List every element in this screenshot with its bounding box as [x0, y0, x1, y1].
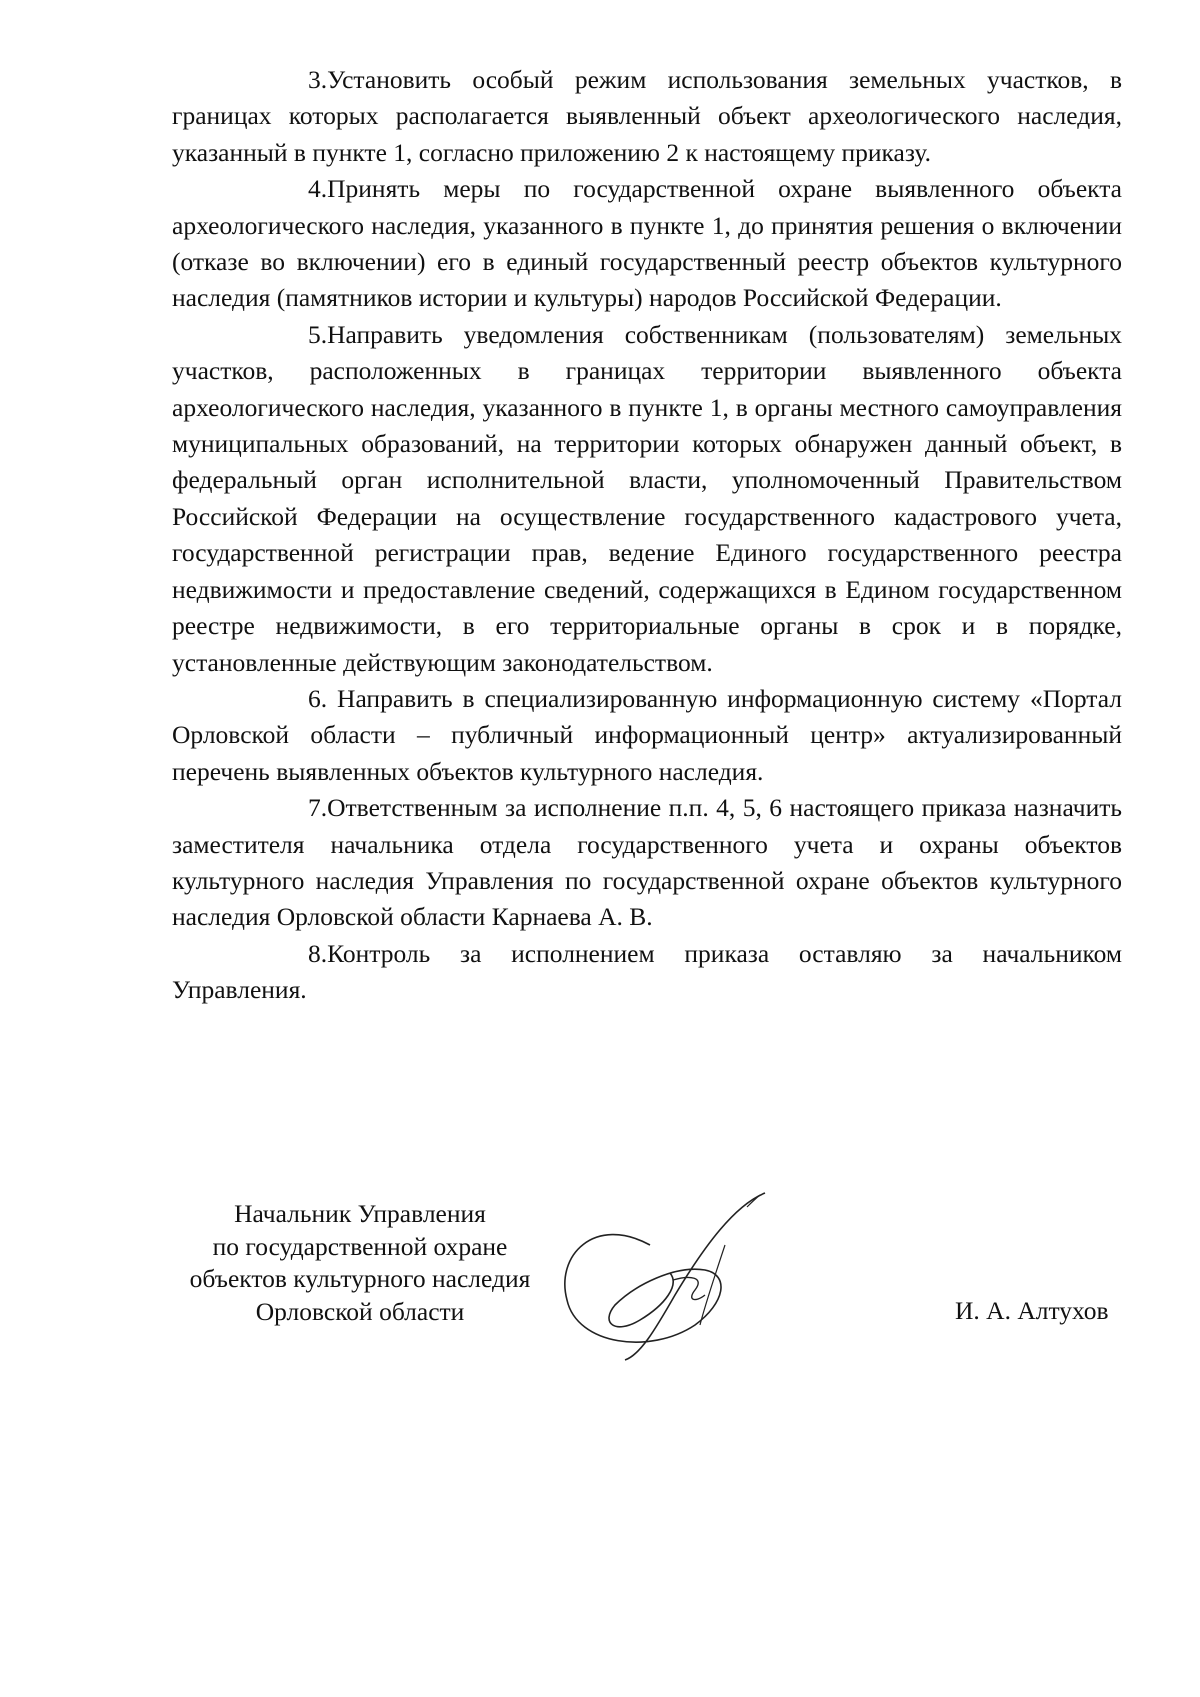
handwritten-signature — [555, 1185, 825, 1365]
paragraph-number: 5. — [308, 319, 328, 349]
paragraph-8 — [172, 936, 1122, 1009]
paragraph-text: Ответственным за исполнение п.п. 4, 5, 6 настоящего приказа назначить заместителя начальника отдела государственного учета и охраны объектов культурного наследия Управления по государственной охране объектов культурного наследия Орловской области Карнаева А. В. — [172, 793, 1122, 932]
paragraph-number: 6. — [308, 683, 328, 713]
signatory-title-line: по государственной охране — [212, 1231, 508, 1261]
paragraph-text: Направить уведомления собственникам (пользователям) земельных участков, расположенных в границах территории выявленного объекта археологического наследия, указанного в пункте 1, в органы местного самоуправления муниципальных образований, на территории которых обнаружен данный объект, в федеральный орган исполнительной власти, уполномоченный Правительством Российской Федерации на осуществление государственного кадастрового учета, государственной регистрации прав, ведение Единого государственного реестра недвижимости и предоставление сведений, содержащихся в Едином государственном реестре недвижимости, в его территориальные органы в срок и в порядке, установленные действующим законодательством. — [172, 319, 1122, 677]
paragraph-number: 3. — [308, 65, 328, 94]
document-body — [172, 62, 1122, 1009]
paragraph-number: 7. — [308, 793, 328, 823]
paragraph-7 — [172, 790, 1122, 936]
signatory-title-line: Начальник Управления — [234, 1199, 486, 1228]
signatory-title — [160, 1198, 560, 1328]
signatory-title-line: объектов культурного наследия — [189, 1264, 531, 1293]
paragraph-number: 4. — [308, 174, 328, 204]
paragraph-3 — [172, 62, 1122, 171]
signatory-name: И. А. Алтухов — [955, 1296, 1109, 1325]
paragraph-6 — [172, 681, 1122, 790]
paragraph-number: 8. — [308, 938, 328, 968]
paragraph-text: Направить в специализированную информационную систему «Портал Орловской области – публичный информационный центр» актуализированный перечень выявленных объектов культурного наследия. — [172, 683, 1123, 786]
paragraph-text: Установить особый режим использования земельных участков, в границах которых располагается выявленный объект археологического наследия, указанный в пункте 1, согласно приложению 2 к настоящему приказу. — [172, 65, 1122, 167]
paragraph-text: Контроль за исполнением приказа оставляю за начальником Управления. — [172, 938, 1122, 1005]
paragraph-5 — [172, 317, 1122, 681]
signatory-title-line: Орловской области — [255, 1296, 465, 1326]
paragraph-4 — [172, 171, 1122, 317]
paragraph-text: Принять меры по государственной охране выявленного объекта археологического наследия, указанного в пункте 1, до принятия решения о включении (отказе во включении) его в единый государственный реестр объектов культурного наследия (памятников истории и культуры) народов Российской Федерации. — [172, 174, 1122, 313]
